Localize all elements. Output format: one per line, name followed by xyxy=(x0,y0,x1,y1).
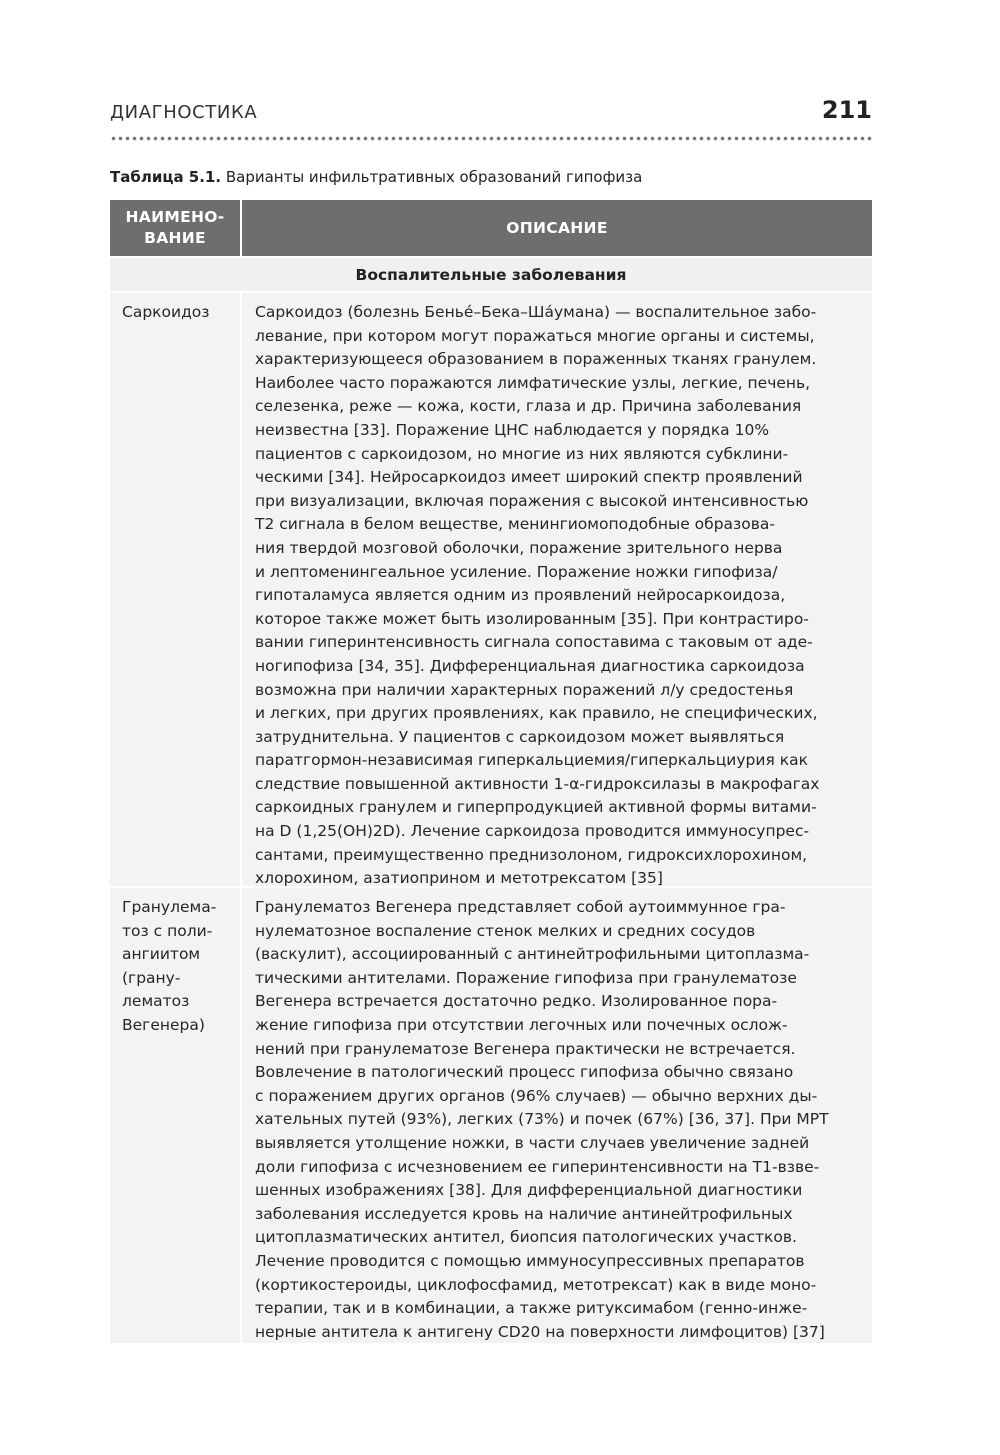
header-description: ОПИСАНИЕ xyxy=(506,218,608,237)
row-name-cell xyxy=(110,888,240,1343)
table-caption-label: Таблица 5.1. xyxy=(110,168,222,186)
row-description-cell xyxy=(242,293,872,886)
row-description-line: характеризующееся образованием в пораженных тканях гранулем. xyxy=(255,350,817,369)
row-name-line: тоз с поли- xyxy=(122,921,213,940)
row-description-line: при визуализации, включая поражения с высокой интенсивностью xyxy=(255,491,809,510)
row-description-line: возможна при наличии характерных поражений л/у средостенья xyxy=(255,680,794,699)
row-description-line: Вегенера встречается достаточно редко. Изолированное пора- xyxy=(255,992,778,1011)
row-description-line: Саркоидоз (болезнь Бенье́–Бека–Ша́умана) — воспалительное забо- xyxy=(255,303,817,321)
row-description-line: терапии, так и в комбинации, а также ритуксимабом (генно-инже- xyxy=(255,1299,808,1318)
header-name xyxy=(110,200,240,256)
row-description-line: Наиболее часто поражаются лимфатические узлы, легкие, печень, xyxy=(255,373,811,392)
dotted-divider xyxy=(110,136,872,141)
row-description-line: с поражением других органов (96% случаев) — обычно верхних ды- xyxy=(255,1086,818,1105)
table-row xyxy=(110,293,872,886)
row-description-line: выявляется утолщение ножки, в части случаев увеличение задней xyxy=(255,1133,810,1152)
row-name-cell xyxy=(110,293,240,886)
row-description-line: неизвестна [33]. Поражение ЦНС наблюдается у порядка 10% xyxy=(255,420,770,439)
row-description-line: ческими [34]. Нейросаркоидоз имеет широкий спектр проявлений xyxy=(255,468,803,487)
infiltrative-lesions-table xyxy=(110,200,872,1343)
row-description-line: цитоплазматических антител, биопсия патологических участков. xyxy=(255,1228,797,1247)
row-description-line: саркоидных гранулем и гиперпродукцией активной формы витами- xyxy=(255,798,817,817)
row-name-line: Саркоидоз xyxy=(122,303,210,321)
row-description-line: селезенка, реже — кожа, кости, глаза и др. Причина заболевания xyxy=(255,397,802,416)
header-name-line: НАИМЕНО- xyxy=(125,208,225,226)
table-caption-text: Варианты инфильтративных образований гипофиза xyxy=(221,168,643,186)
table-header xyxy=(110,200,872,256)
row-description-line: ния твердой мозговой оболочки, поражение зрительного нерва xyxy=(255,538,783,557)
row-name-line: Вегенера) xyxy=(122,1015,205,1034)
row-description-line: следствие повышенной активности 1-α-гидроксилазы в макрофагах xyxy=(255,774,820,793)
header-name-line: ВАНИЕ xyxy=(144,229,206,247)
row-description-line: хлорохином, азатиоприном и метотрексатом [35] xyxy=(255,869,663,888)
row-description-line: Гранулематоз Вегенера представляет собой аутоиммунное гра- xyxy=(255,898,786,916)
row-name-line: ангиитом xyxy=(122,945,201,964)
row-description-line: доли гипофиза с исчезновением ее гиперинтенсивности на T1-взве- xyxy=(255,1157,820,1176)
row-description-line: и лептоменингеальное усиление. Поражение ножки гипофиза/ xyxy=(255,562,778,581)
row-name-line: лематоз xyxy=(122,992,190,1011)
row-description-line: хательных путей (93%), легких (73%) и почек (67%) [36, 37]. При МРТ xyxy=(255,1110,829,1129)
running-head xyxy=(110,94,872,128)
row-description-line: T2 сигнала в белом веществе, менингиомоподобные образова- xyxy=(255,515,775,534)
row-description-line: заболевания исследуется кровь на наличие антинейтрофильных xyxy=(255,1204,793,1223)
section-title: ДИАГНОСТИКА xyxy=(110,102,258,123)
row-description-line: и легких, при других проявлениях, как правило, не специфических, xyxy=(255,704,818,723)
page-number: 211 xyxy=(821,96,872,124)
row-description-line: вании гиперинтенсивность сигнала сопоставима с таковым от аде- xyxy=(255,633,813,652)
row-description-line: шенных изображениях [38]. Для дифференциальной диагностики xyxy=(255,1181,803,1200)
row-description-line: пациентов с саркоидозом, но многие из них являются субклини- xyxy=(255,444,789,463)
row-description-line: на D (1,25(OH)2D). Лечение саркоидоза проводится иммуносупрес- xyxy=(255,822,810,841)
row-description-line: затруднительна. У пациентов с саркоидозом может выявляться xyxy=(255,727,785,746)
row-name-line: (грану- xyxy=(122,968,181,987)
row-description-line: (кортикостероиды, циклофосфамид, метотрексат) как в виде моно- xyxy=(255,1275,817,1294)
row-description-line: жение гипофиза при отсутствии легочных или почечных ослож- xyxy=(255,1015,788,1034)
row-description-line: Вовлечение в патологический процесс гипофиза обычно связано xyxy=(255,1063,794,1082)
row-description-line: нерные антитела к антигену CD20 на поверхности лимфоцитов) [37] xyxy=(255,1322,825,1341)
row-name-line: Гранулема- xyxy=(122,898,217,916)
row-description-line: паратгормон-независимая гиперкальциемия/гиперкальциурия как xyxy=(255,751,808,770)
table-caption xyxy=(110,168,872,186)
row-description-line: тическими антителами. Поражение гипофиза при гранулематозе xyxy=(255,968,797,987)
row-description-line: Лечение проводится с помощью иммуносупрессивных препаратов xyxy=(255,1251,805,1270)
row-description-line: нулематозное воспаление стенок мелких и средних сосудов xyxy=(255,921,756,940)
table-row xyxy=(110,888,872,1343)
row-description-line: ногипофиза [34, 35]. Дифференциальная диагностика саркоидоза xyxy=(255,656,805,675)
row-description-line: гипоталамуса является одним из проявлений нейросаркоидоза, xyxy=(255,586,786,605)
row-description-line: которое также может быть изолированным [35]. При контрастиро- xyxy=(255,609,809,628)
row-description-line: сантами, преимущественно преднизолоном, гидроксихлорохином, xyxy=(255,845,808,864)
group-title: Воспалительные заболевания xyxy=(110,258,872,291)
row-description-line: (васкулит), ассоциированный с антинейтрофильными цитоплазма- xyxy=(255,945,810,964)
row-description-line: нений при гранулематозе Вегенера практически не встречается. xyxy=(255,1039,796,1058)
row-description-cell xyxy=(242,888,872,1343)
row-description-line: левание, при котором могут поражаться многие органы и системы, xyxy=(255,326,815,345)
